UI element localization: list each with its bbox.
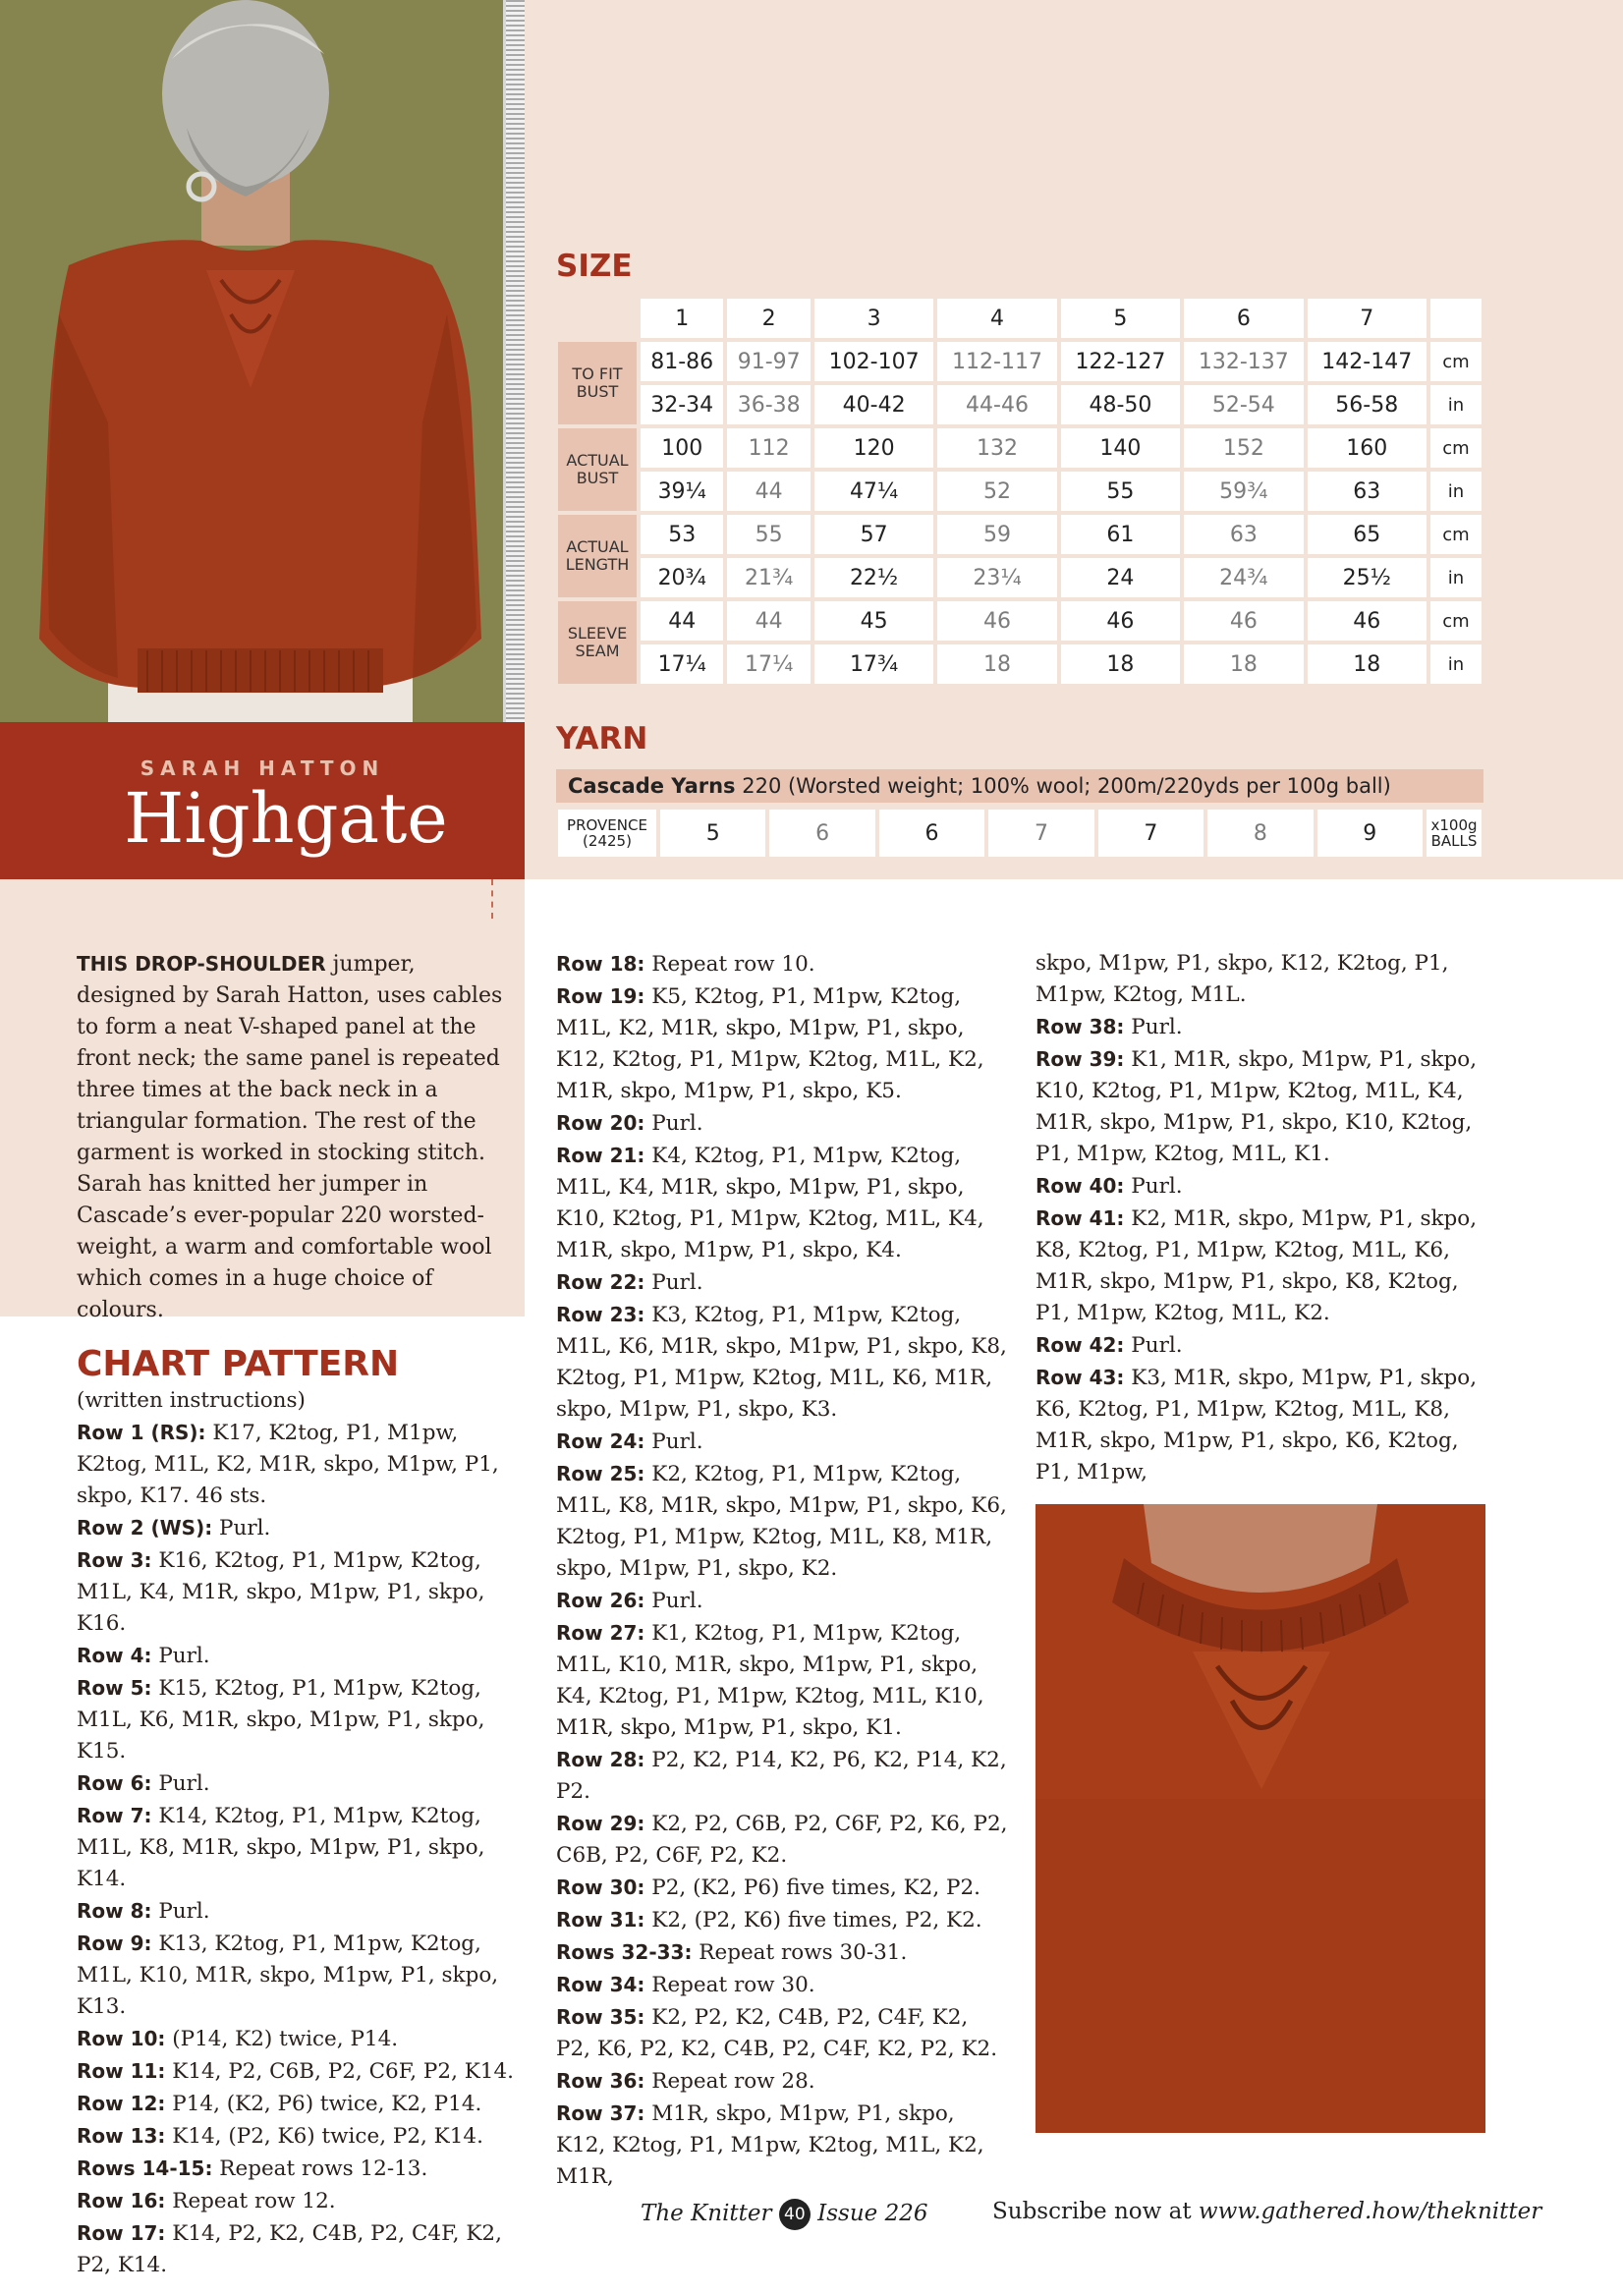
measurement-value: 22½ bbox=[814, 558, 933, 597]
row-label: Row 34: bbox=[556, 1973, 645, 1996]
row-text: Purl. bbox=[212, 1516, 271, 1540]
measurement-value: 65 bbox=[1308, 515, 1427, 554]
row-label: Row 28: bbox=[556, 1748, 645, 1771]
row-label: Row 24: bbox=[556, 1429, 645, 1453]
chart-subheading: (written instructions) bbox=[77, 1388, 306, 1413]
measurement-value: 40-42 bbox=[814, 385, 933, 424]
row-text: skpo, M1pw, P1, skpo, K12, K2tog, P1, M1pw, K2tog, M1L. bbox=[1035, 951, 1449, 1007]
measurement-value: 46 bbox=[1308, 601, 1427, 641]
measurement-value: 140 bbox=[1061, 428, 1180, 468]
instruction-row bbox=[556, 1458, 1008, 1585]
row-label: Row 21: bbox=[556, 1144, 645, 1167]
row-label: Row 1 (RS): bbox=[77, 1421, 206, 1444]
measurement-value: 59¾ bbox=[1184, 472, 1303, 511]
subscribe-text: Subscribe now at bbox=[992, 2199, 1192, 2224]
row-text: K1, K2tog, P1, M1pw, K2tog, M1L, K10, M1R, skpo, M1pw, P1, skpo, K4, K2tog, P1, M1pw, K2tog, M1L, K10, M1R, skpo, M1pw, P1, skpo, K1. bbox=[556, 1621, 984, 1740]
instruction-row bbox=[556, 1936, 1008, 1969]
ball-count: 8 bbox=[1207, 810, 1313, 857]
measurement-value: 17¾ bbox=[814, 644, 933, 684]
row-text: K5, K2tog, P1, M1pw, K2tog, M1L, K2, M1R, skpo, M1pw, P1, skpo, K12, K2tog, P1, M1pw, K2tog, M1L, K2, M1R, skpo, M1pw, P1, skpo, K5. bbox=[556, 984, 984, 1103]
measurement-value: 160 bbox=[1308, 428, 1427, 468]
instruction-row bbox=[556, 2065, 1008, 2098]
instruction-row bbox=[77, 2023, 529, 2055]
size-heading: SIZE bbox=[556, 249, 633, 284]
measurement-value: 112-117 bbox=[937, 342, 1056, 381]
instruction-row bbox=[1035, 1329, 1487, 1362]
row-label: Row 41: bbox=[1035, 1206, 1125, 1230]
row-text: Repeat row 10. bbox=[644, 952, 815, 977]
row-label: Row 10: bbox=[77, 2027, 166, 2050]
instruction-row bbox=[556, 1426, 1008, 1458]
measurement-value: 100 bbox=[641, 428, 723, 468]
row-label: Row 37: bbox=[556, 2101, 645, 2125]
row-label: Row 40: bbox=[1035, 1174, 1125, 1198]
row-text: K2, P2, K2, C4B, P2, C4F, K2, P2, K6, P2, K2, C4B, P2, C4F, K2, P2, K2. bbox=[556, 2005, 998, 2061]
measurement-value: 17¼ bbox=[727, 644, 810, 684]
row-text: K2, K2tog, P1, M1pw, K2tog, M1L, K8, M1R, skpo, M1pw, P1, skpo, K6, K2tog, P1, M1pw, K2tog, M1L, K8, M1R, skpo, M1pw, P1, skpo, K2. bbox=[556, 1462, 1007, 1581]
measurement-value: 46 bbox=[1061, 601, 1180, 641]
neckline-photo bbox=[1035, 1504, 1485, 2133]
instruction-row bbox=[556, 948, 1008, 980]
row-text: Repeat row 30. bbox=[644, 1973, 815, 1997]
size-number: 7 bbox=[1308, 299, 1427, 338]
row-label: Row 4: bbox=[77, 1644, 152, 1667]
instruction-row bbox=[556, 1904, 1008, 1936]
unit-label: in bbox=[1430, 558, 1482, 597]
measurement-value: 45 bbox=[814, 601, 933, 641]
row-text: Repeat row 28. bbox=[644, 2069, 815, 2094]
measurement-value: 24¾ bbox=[1184, 558, 1303, 597]
row-text: Purl. bbox=[1124, 1333, 1183, 1358]
instruction-row bbox=[1035, 1043, 1487, 1170]
instruction-row bbox=[77, 2088, 529, 2120]
row-label: Row 30: bbox=[556, 1876, 645, 1899]
instruction-row bbox=[556, 1140, 1008, 1266]
row-text: K17, K2tog, P1, M1pw, K2tog, M1L, K2, M1R, skpo, M1pw, P1, skpo, K17. 46 sts. bbox=[77, 1421, 499, 1508]
row-label: Row 19: bbox=[556, 984, 645, 1008]
instruction-row bbox=[77, 2185, 529, 2217]
instruction-row bbox=[77, 1928, 529, 2023]
measurement-value: 32-34 bbox=[641, 385, 723, 424]
yarn-unit-top: x100g bbox=[1430, 815, 1478, 834]
unit-label: in bbox=[1430, 472, 1482, 511]
measurement-value: 120 bbox=[814, 428, 933, 468]
row-text: Purl. bbox=[151, 1899, 210, 1924]
measurement-value: 23¼ bbox=[937, 558, 1056, 597]
yarn-shade bbox=[558, 810, 656, 857]
instruction-row bbox=[1035, 1011, 1487, 1043]
row-text: P2, (K2, P6) five times, K2, P2. bbox=[644, 1876, 980, 1900]
row-text: P2, K2, P14, K2, P6, K2, P14, K2, P2. bbox=[556, 1748, 1007, 1804]
unit-label: cm bbox=[1430, 515, 1482, 554]
row-text: K14, P2, C6B, P2, C6F, P2, K14. bbox=[165, 2059, 515, 2084]
measurement-value: 142-147 bbox=[1308, 342, 1427, 381]
instruction-row bbox=[1035, 1170, 1487, 1203]
instruction-row bbox=[77, 1640, 529, 1672]
size-number: 2 bbox=[727, 299, 810, 338]
row-label: Row 6: bbox=[77, 1771, 152, 1795]
yarn-heading: YARN bbox=[556, 721, 648, 756]
instruction-row bbox=[77, 1512, 529, 1544]
row-text: K2, (P2, K6) five times, P2, K2. bbox=[644, 1908, 982, 1932]
measurement-value: 132-137 bbox=[1184, 342, 1303, 381]
instruction-row bbox=[1035, 1362, 1487, 1488]
instruction-row bbox=[556, 1872, 1008, 1904]
row-text: Purl. bbox=[644, 1111, 703, 1136]
footer-subscribe bbox=[992, 2199, 1541, 2224]
row-label: Row 31: bbox=[556, 1908, 645, 1932]
size-header-unit bbox=[1430, 299, 1482, 338]
measurement-label: SLEEVE SEAM bbox=[558, 601, 637, 684]
measurement-value: 44 bbox=[641, 601, 723, 641]
row-text: Purl. bbox=[644, 1270, 703, 1295]
measurement-value: 122-127 bbox=[1061, 342, 1180, 381]
row-text: K14, (P2, K6) twice, P2, K14. bbox=[165, 2124, 483, 2149]
instruction-row bbox=[77, 1417, 529, 1512]
unit-label: in bbox=[1430, 385, 1482, 424]
unit-label: cm bbox=[1430, 342, 1482, 381]
size-number: 4 bbox=[937, 299, 1056, 338]
hero-photo bbox=[0, 0, 525, 722]
measurement-value: 44 bbox=[727, 601, 810, 641]
row-label: Row 5: bbox=[77, 1676, 152, 1700]
measurement-value: 36-38 bbox=[727, 385, 810, 424]
instruction-row bbox=[556, 2001, 1008, 2065]
row-label: Row 26: bbox=[556, 1589, 645, 1612]
measurement-value: 46 bbox=[1184, 601, 1303, 641]
instruction-row bbox=[556, 2098, 1008, 2193]
yarn-unit bbox=[1427, 810, 1482, 857]
instruction-row bbox=[556, 1744, 1008, 1808]
instruction-row bbox=[556, 980, 1008, 1107]
instruction-row bbox=[556, 1585, 1008, 1617]
measurement-value: 57 bbox=[814, 515, 933, 554]
yarn-shade-code: (2425) bbox=[583, 832, 632, 850]
row-text: M1R, skpo, M1pw, P1, skpo, K12, K2tog, P1, M1pw, K2tog, M1L, K2, M1R, bbox=[556, 2101, 984, 2189]
instruction-row bbox=[77, 2055, 529, 2088]
row-text: K4, K2tog, P1, M1pw, K2tog, M1L, K4, M1R, skpo, M1pw, P1, skpo, K10, K2tog, P1, M1pw, K2tog, M1L, K4, M1R, skpo, M1pw, P1, skpo, K4. bbox=[556, 1144, 984, 1262]
row-label: Row 13: bbox=[77, 2124, 166, 2148]
decorative-tick bbox=[491, 879, 493, 919]
row-text: P14, (K2, P6) twice, K2, P14. bbox=[165, 2092, 482, 2116]
hero-illustration bbox=[0, 0, 525, 722]
yarn-description: 220 (Worsted weight; 100% wool; 200m/220yds per 100g ball) bbox=[742, 774, 1391, 798]
designer-name: SARAH HATTON bbox=[140, 756, 385, 780]
ball-count: 7 bbox=[988, 810, 1093, 857]
neckline-illustration bbox=[1035, 1504, 1485, 2133]
measurement-value: 63 bbox=[1184, 515, 1303, 554]
row-label: Row 27: bbox=[556, 1621, 645, 1645]
row-label: Row 2 (WS): bbox=[77, 1516, 213, 1540]
measurement-value: 25½ bbox=[1308, 558, 1427, 597]
row-text: K13, K2tog, P1, M1pw, K2tog, M1L, K10, M1R, skpo, M1pw, P1, skpo, K13. bbox=[77, 1932, 499, 2019]
instruction-row bbox=[556, 1107, 1008, 1140]
size-header-corner bbox=[558, 299, 637, 338]
measurement-value: 61 bbox=[1061, 515, 1180, 554]
intro-lead: THIS DROP-SHOULDER bbox=[77, 952, 326, 976]
row-text: K1, M1R, skpo, M1pw, P1, skpo, K10, K2tog, P1, M1pw, K2tog, M1L, K4, M1R, skpo, M1pw, P1, skpo, K10, K2tog, P1, M1pw, K2tog, M1L, K1. bbox=[1035, 1047, 1478, 1166]
row-label: Row 38: bbox=[1035, 1015, 1125, 1038]
instruction-row bbox=[77, 1895, 529, 1928]
row-text: K15, K2tog, P1, M1pw, K2tog, M1L, K6, M1R, skpo, M1pw, P1, skpo, K15. bbox=[77, 1676, 485, 1764]
row-text: K3, M1R, skpo, M1pw, P1, skpo, K6, K2tog, P1, M1pw, K2tog, M1L, K8, M1R, skpo, M1pw, P1, skpo, K6, K2tog, P1, M1pw, bbox=[1035, 1366, 1478, 1484]
measurement-value: 112 bbox=[727, 428, 810, 468]
instruction-row bbox=[556, 1266, 1008, 1299]
yarn-unit-bottom: BALLS bbox=[1430, 832, 1478, 850]
ball-count: 5 bbox=[660, 810, 765, 857]
row-text: Purl. bbox=[151, 1771, 210, 1796]
measurement-value: 18 bbox=[1184, 644, 1303, 684]
measurement-value: 20¾ bbox=[641, 558, 723, 597]
row-label: Row 20: bbox=[556, 1111, 645, 1135]
ball-count: 7 bbox=[1098, 810, 1203, 857]
ball-count: 9 bbox=[1317, 810, 1423, 857]
instruction-row bbox=[556, 1969, 1008, 2001]
size-number: 3 bbox=[814, 299, 933, 338]
measurement-value: 18 bbox=[1308, 644, 1427, 684]
pattern-title: Highgate bbox=[124, 778, 448, 859]
intro-text bbox=[77, 948, 509, 1326]
measurement-value: 56-58 bbox=[1308, 385, 1427, 424]
row-label: Row 7: bbox=[77, 1804, 152, 1827]
measurement-value: 39¼ bbox=[641, 472, 723, 511]
instruction-row bbox=[77, 1544, 529, 1640]
measurement-value: 47¼ bbox=[814, 472, 933, 511]
instruction-row bbox=[556, 1808, 1008, 1872]
intro-body: jumper, designed by Sarah Hatton, uses cables to form a neat V-shaped panel at the front neck; the same panel is repeated three times at the back neck in a triangular formation. The rest of the garment is worked in stocking stitch. Sarah has knitted her jumper in Cascade’s ever-popular 220 worsted-weight, a warm and comfortable wool which comes in a huge choice of colours. bbox=[77, 952, 503, 1322]
subscribe-url[interactable]: www.gathered.how/theknitter bbox=[1198, 2199, 1542, 2224]
unit-label: cm bbox=[1430, 428, 1482, 468]
magazine-name: The Knitter bbox=[641, 2201, 772, 2226]
row-text: Purl. bbox=[644, 1429, 703, 1454]
row-text: Purl. bbox=[644, 1589, 703, 1613]
measurement-value: 152 bbox=[1184, 428, 1303, 468]
measurement-value: 59 bbox=[937, 515, 1056, 554]
row-label: Row 8: bbox=[77, 1899, 152, 1923]
row-label: Rows 32-33: bbox=[556, 1940, 693, 1964]
row-label: Row 17: bbox=[77, 2221, 166, 2245]
row-label: Row 29: bbox=[556, 1812, 645, 1835]
instruction-row bbox=[77, 1800, 529, 1895]
measurement-value: 46 bbox=[937, 601, 1056, 641]
instruction-row bbox=[77, 2153, 529, 2185]
size-number: 5 bbox=[1061, 299, 1180, 338]
row-label: Row 22: bbox=[556, 1270, 645, 1294]
measurement-value: 18 bbox=[937, 644, 1056, 684]
measurement-value: 44 bbox=[727, 472, 810, 511]
measurement-value: 52-54 bbox=[1184, 385, 1303, 424]
measurement-value: 44-46 bbox=[937, 385, 1056, 424]
measurement-value: 132 bbox=[937, 428, 1056, 468]
row-label: Row 23: bbox=[556, 1303, 645, 1326]
instruction-row bbox=[77, 1767, 529, 1800]
instruction-row bbox=[556, 1617, 1008, 1744]
yarn-brand: Cascade Yarns bbox=[568, 774, 736, 798]
measurement-value: 52 bbox=[937, 472, 1056, 511]
row-text: Repeat rows 30-31. bbox=[692, 1940, 908, 1965]
row-label: Rows 14-15: bbox=[77, 2156, 213, 2180]
measurement-value: 17¼ bbox=[641, 644, 723, 684]
measurement-label: TO FIT BUST bbox=[558, 342, 637, 424]
unit-label: in bbox=[1430, 644, 1482, 684]
row-text: Repeat row 12. bbox=[165, 2189, 336, 2213]
row-label: Row 16: bbox=[77, 2189, 166, 2212]
row-label: Row 43: bbox=[1035, 1366, 1125, 1389]
row-label: Row 3: bbox=[77, 1548, 152, 1572]
row-label: Row 25: bbox=[556, 1462, 645, 1485]
row-text: Purl. bbox=[151, 1644, 210, 1668]
measurement-label: ACTUAL BUST bbox=[558, 428, 637, 511]
row-label: Row 9: bbox=[77, 1932, 152, 1955]
instructions-column-3 bbox=[1035, 948, 1487, 1488]
measurement-value: 55 bbox=[1061, 472, 1180, 511]
ball-count: 6 bbox=[879, 810, 984, 857]
page-number: 40 bbox=[779, 2199, 811, 2230]
row-text: (P14, K2) twice, P14. bbox=[165, 2027, 399, 2051]
row-label: Row 39: bbox=[1035, 1047, 1125, 1071]
row-text: Repeat rows 12-13. bbox=[212, 2156, 428, 2181]
measurement-label: ACTUAL LENGTH bbox=[558, 515, 637, 597]
row-text: Purl. bbox=[1124, 1174, 1183, 1199]
measurement-value: 55 bbox=[727, 515, 810, 554]
row-label: Row 42: bbox=[1035, 1333, 1125, 1357]
row-label: Row 36: bbox=[556, 2069, 645, 2093]
row-text: K3, K2tog, P1, M1pw, K2tog, M1L, K6, M1R, skpo, M1pw, P1, skpo, K8, K2tog, P1, M1pw, K2tog, M1L, K6, M1R, skpo, M1pw, P1, skpo, K3. bbox=[556, 1303, 1007, 1422]
row-label: Row 18: bbox=[556, 952, 645, 976]
row-text: K16, K2tog, P1, M1pw, K2tog, M1L, K4, M1R, skpo, M1pw, P1, skpo, K16. bbox=[77, 1548, 485, 1636]
measurement-value: 91-97 bbox=[727, 342, 810, 381]
measurement-value: 81-86 bbox=[641, 342, 723, 381]
instruction-row bbox=[556, 1299, 1008, 1426]
row-text: K14, K2tog, P1, M1pw, K2tog, M1L, K8, M1R, skpo, M1pw, P1, skpo, K14. bbox=[77, 1804, 485, 1891]
yarn-shade-name: PROVENCE bbox=[567, 815, 647, 834]
chart-heading: CHART PATTERN bbox=[77, 1344, 400, 1384]
measurement-value: 63 bbox=[1308, 472, 1427, 511]
measurement-value: 53 bbox=[641, 515, 723, 554]
size-table bbox=[554, 295, 1485, 688]
row-label: Row 11: bbox=[77, 2059, 166, 2083]
instruction-row bbox=[77, 2217, 529, 2281]
size-number: 6 bbox=[1184, 299, 1303, 338]
row-text: K2, M1R, skpo, M1pw, P1, skpo, K8, K2tog, P1, M1pw, K2tog, M1L, K6, M1R, skpo, M1pw, P1, skpo, K8, K2tog, P1, M1pw, K2tog, M1L, K2. bbox=[1035, 1206, 1478, 1325]
ball-count: 6 bbox=[769, 810, 874, 857]
instruction-row bbox=[77, 1672, 529, 1767]
row-text: Purl. bbox=[1124, 1015, 1183, 1039]
instructions-column-1 bbox=[77, 1417, 529, 2281]
measurement-value: 48-50 bbox=[1061, 385, 1180, 424]
measurement-value: 18 bbox=[1061, 644, 1180, 684]
measurement-value: 21¾ bbox=[727, 558, 810, 597]
issue-number: Issue 226 bbox=[817, 2201, 928, 2226]
row-label: Row 35: bbox=[556, 2005, 645, 2029]
row-label: Row 12: bbox=[77, 2092, 166, 2115]
row-text: K2, P2, C6B, P2, C6F, P2, K6, P2, C6B, P2, C6F, P2, K2. bbox=[556, 1812, 1008, 1868]
unit-label: cm bbox=[1430, 601, 1482, 641]
yarn-description-band bbox=[556, 769, 1483, 803]
instruction-row bbox=[1035, 1203, 1487, 1329]
yarn-table bbox=[554, 806, 1485, 861]
instruction-row bbox=[77, 2120, 529, 2153]
row-text: K14, P2, K2, C4B, P2, C4F, K2, P2, K14. bbox=[77, 2221, 502, 2277]
measurement-value: 24 bbox=[1061, 558, 1180, 597]
instruction-row bbox=[1035, 948, 1487, 1011]
measurement-value: 102-107 bbox=[814, 342, 933, 381]
footer-issue bbox=[641, 2199, 927, 2230]
size-number: 1 bbox=[641, 299, 723, 338]
instructions-column-2 bbox=[556, 948, 1008, 2193]
